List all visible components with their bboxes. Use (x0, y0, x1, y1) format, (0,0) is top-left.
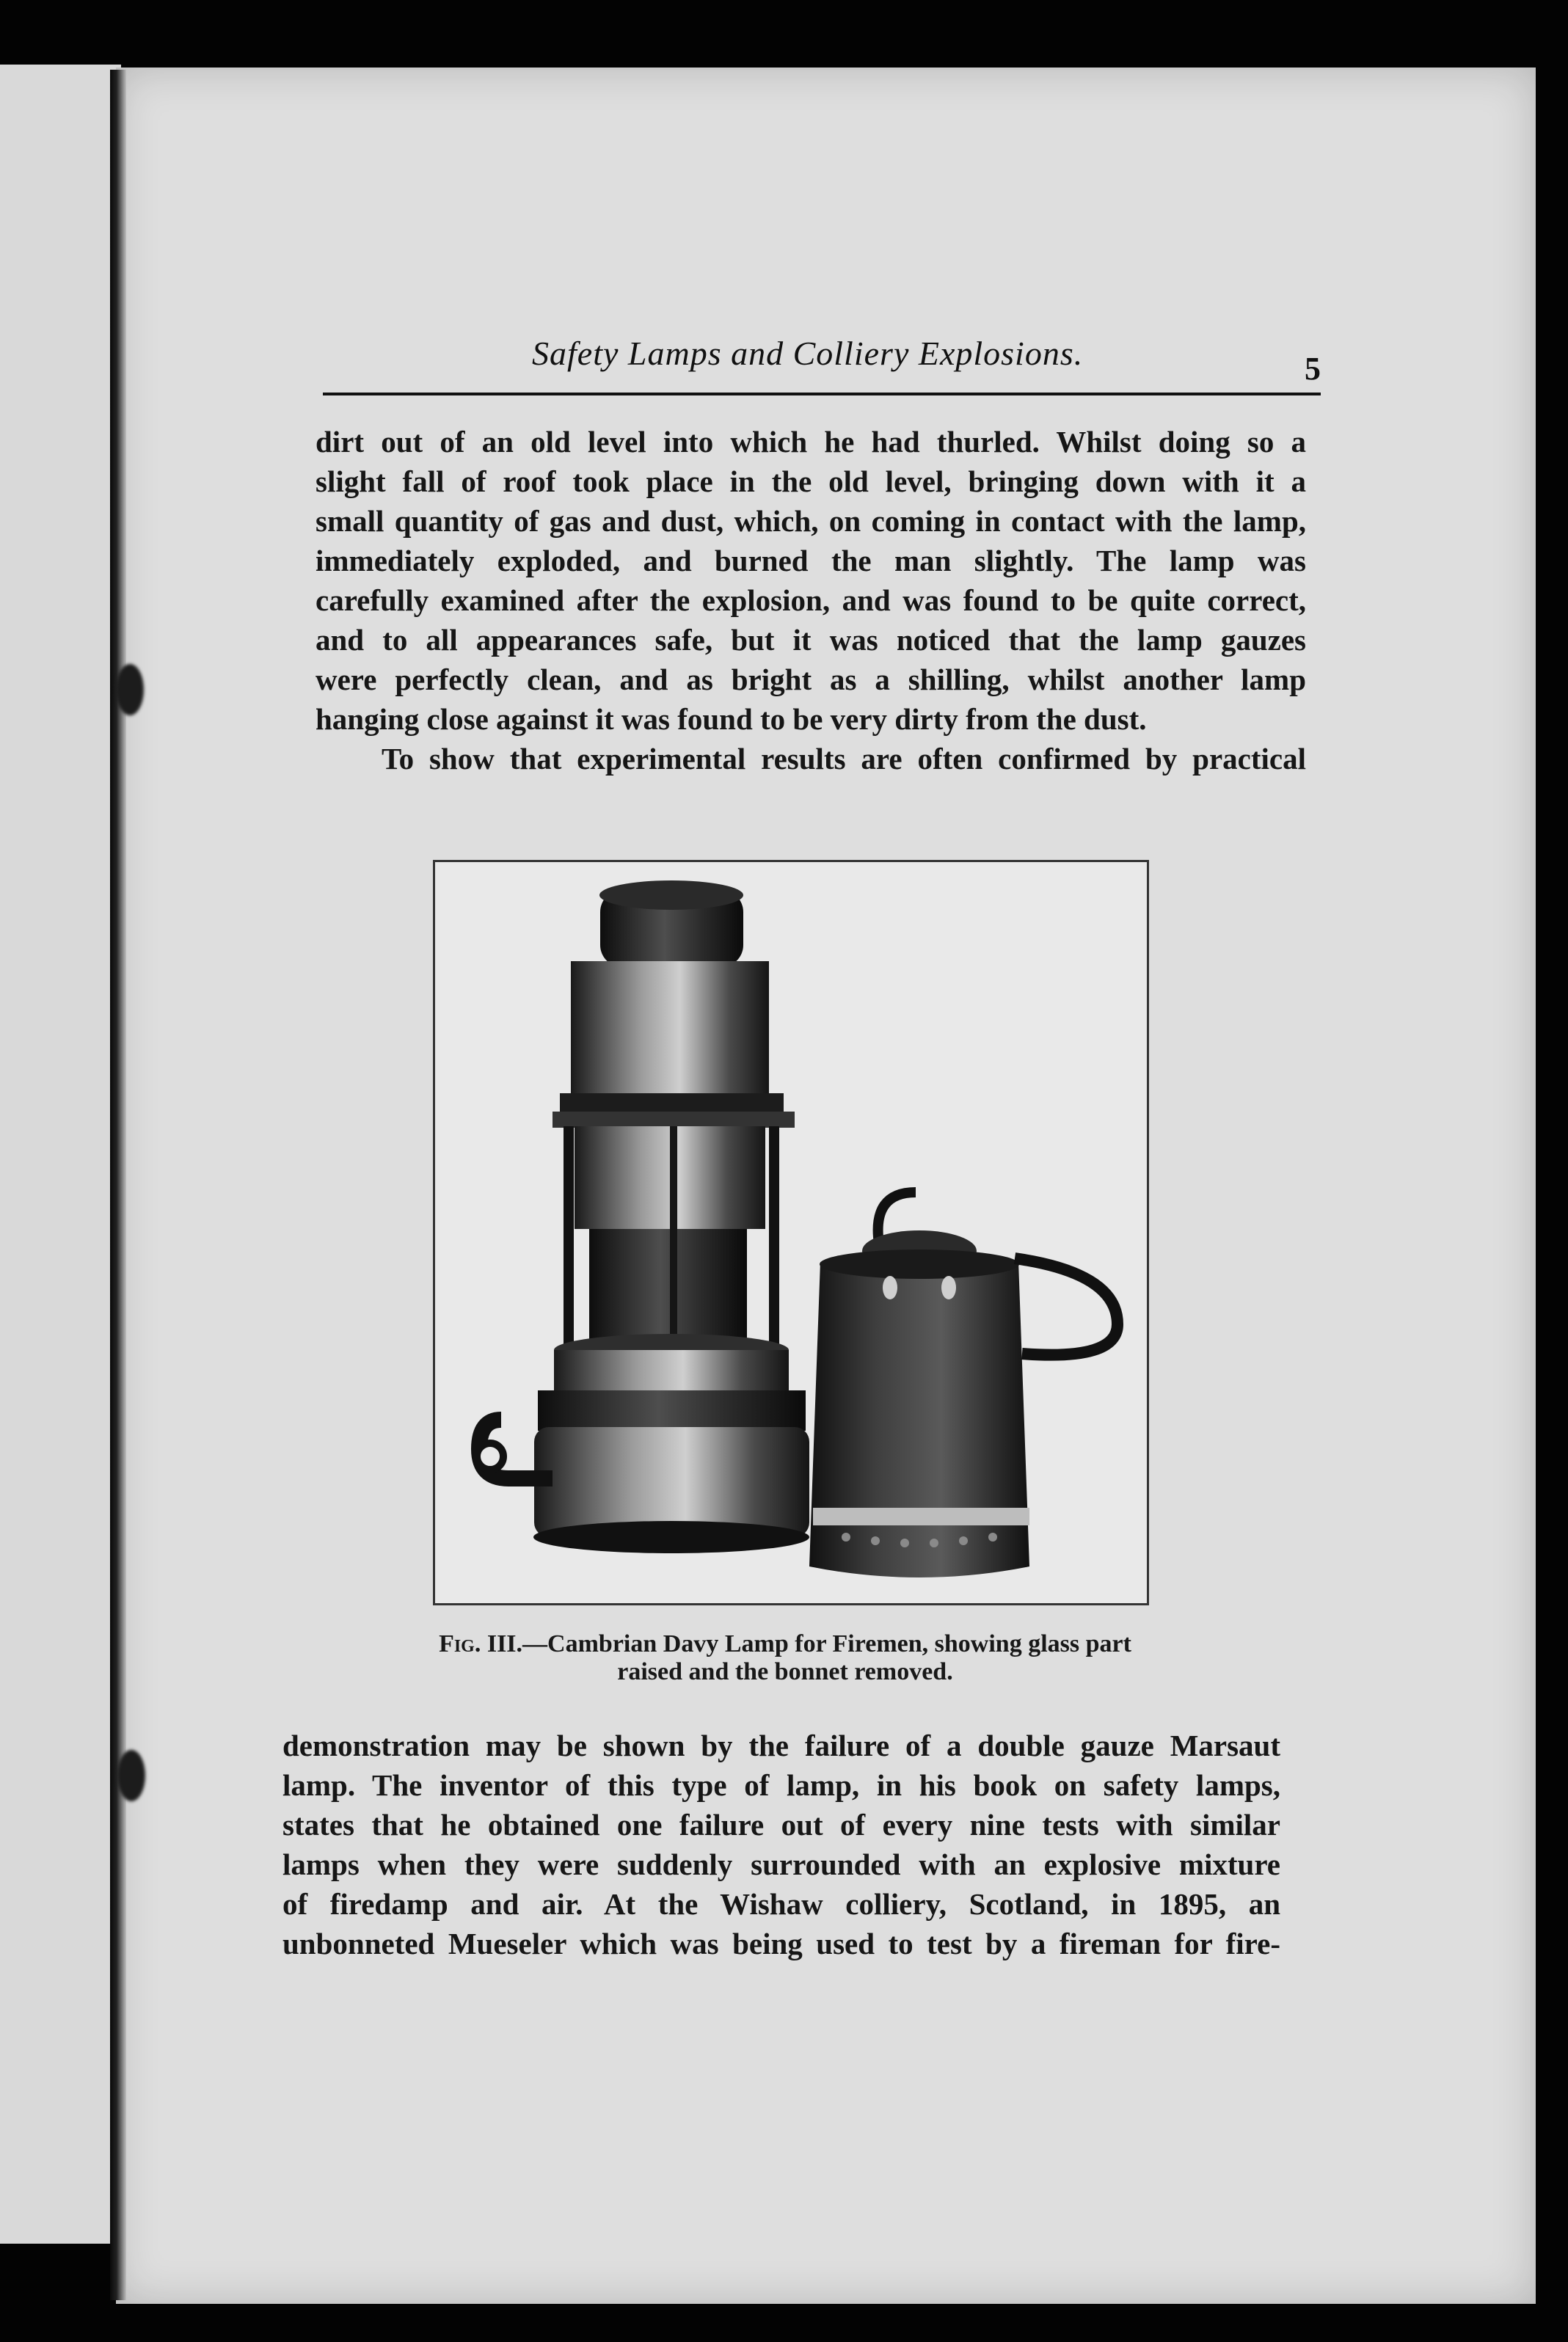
text-line: lamps when they were suddenly surrounded with an explosive mixture (282, 1847, 1280, 1881)
text-line: lamp. The inventor of this type of lamp, in his book on safety lamps, (282, 1768, 1280, 1802)
caption-label: Fig. III. (439, 1630, 523, 1657)
text-line: small quantity of gas and dust, which, on coming in contact with the lamp, (316, 504, 1306, 538)
text-line: were perfectly clean, and as bright as a shilling, whilst another lamp (316, 663, 1306, 696)
facing-page-edge (0, 65, 121, 2244)
ink-blot (116, 664, 144, 715)
running-head (323, 334, 1321, 395)
running-title: Safety Lamps and Colliery Explosions. (532, 335, 1084, 372)
text-line: and to all appearances safe, but it was noticed that the lamp gauzes (316, 623, 1306, 657)
text-line: of firedamp and air. At the Wishaw colliery, Scotland, in 1895, an (282, 1887, 1280, 1921)
ink-blot (117, 1750, 145, 1801)
page-gutter (110, 70, 126, 2300)
text-line: dirt out of an old level into which he had thurled. Whilst doing so a (316, 425, 1306, 459)
figure-plate (433, 860, 1149, 1605)
figure-caption (396, 1630, 1174, 1686)
body-text-bottom (282, 1726, 1280, 1963)
text-line: slight fall of roof took place in the old level, bringing down with it a (316, 464, 1306, 498)
davy-lamp-illustration (435, 862, 1147, 1603)
text-line: states that he obtained one failure out of every nine tests with similar (282, 1808, 1280, 1842)
body-text-top (316, 422, 1306, 778)
caption-line-1 (396, 1630, 1174, 1658)
text-line: carefully examined after the explosion, and was found to be quite correct, (316, 583, 1306, 617)
caption-text: —Cambrian Davy Lamp for Firemen, showing glass part (522, 1630, 1131, 1657)
page-number: 5 (1305, 351, 1321, 387)
text-line: hanging close against it was found to be very dirty from the dust. (316, 702, 1147, 736)
text-line: immediately exploded, and burned the man slightly. The lamp was (316, 544, 1306, 577)
caption-line-2: raised and the bonnet removed. (617, 1658, 953, 1685)
text-line: demonstration may be shown by the failure of a double gauze Marsaut (282, 1729, 1280, 1762)
text-line: unbonneted Mueseler which was being used to test by a fireman for fire- (282, 1927, 1280, 1960)
text-line: To show that experimental results are often confirmed by practical (382, 742, 1306, 776)
